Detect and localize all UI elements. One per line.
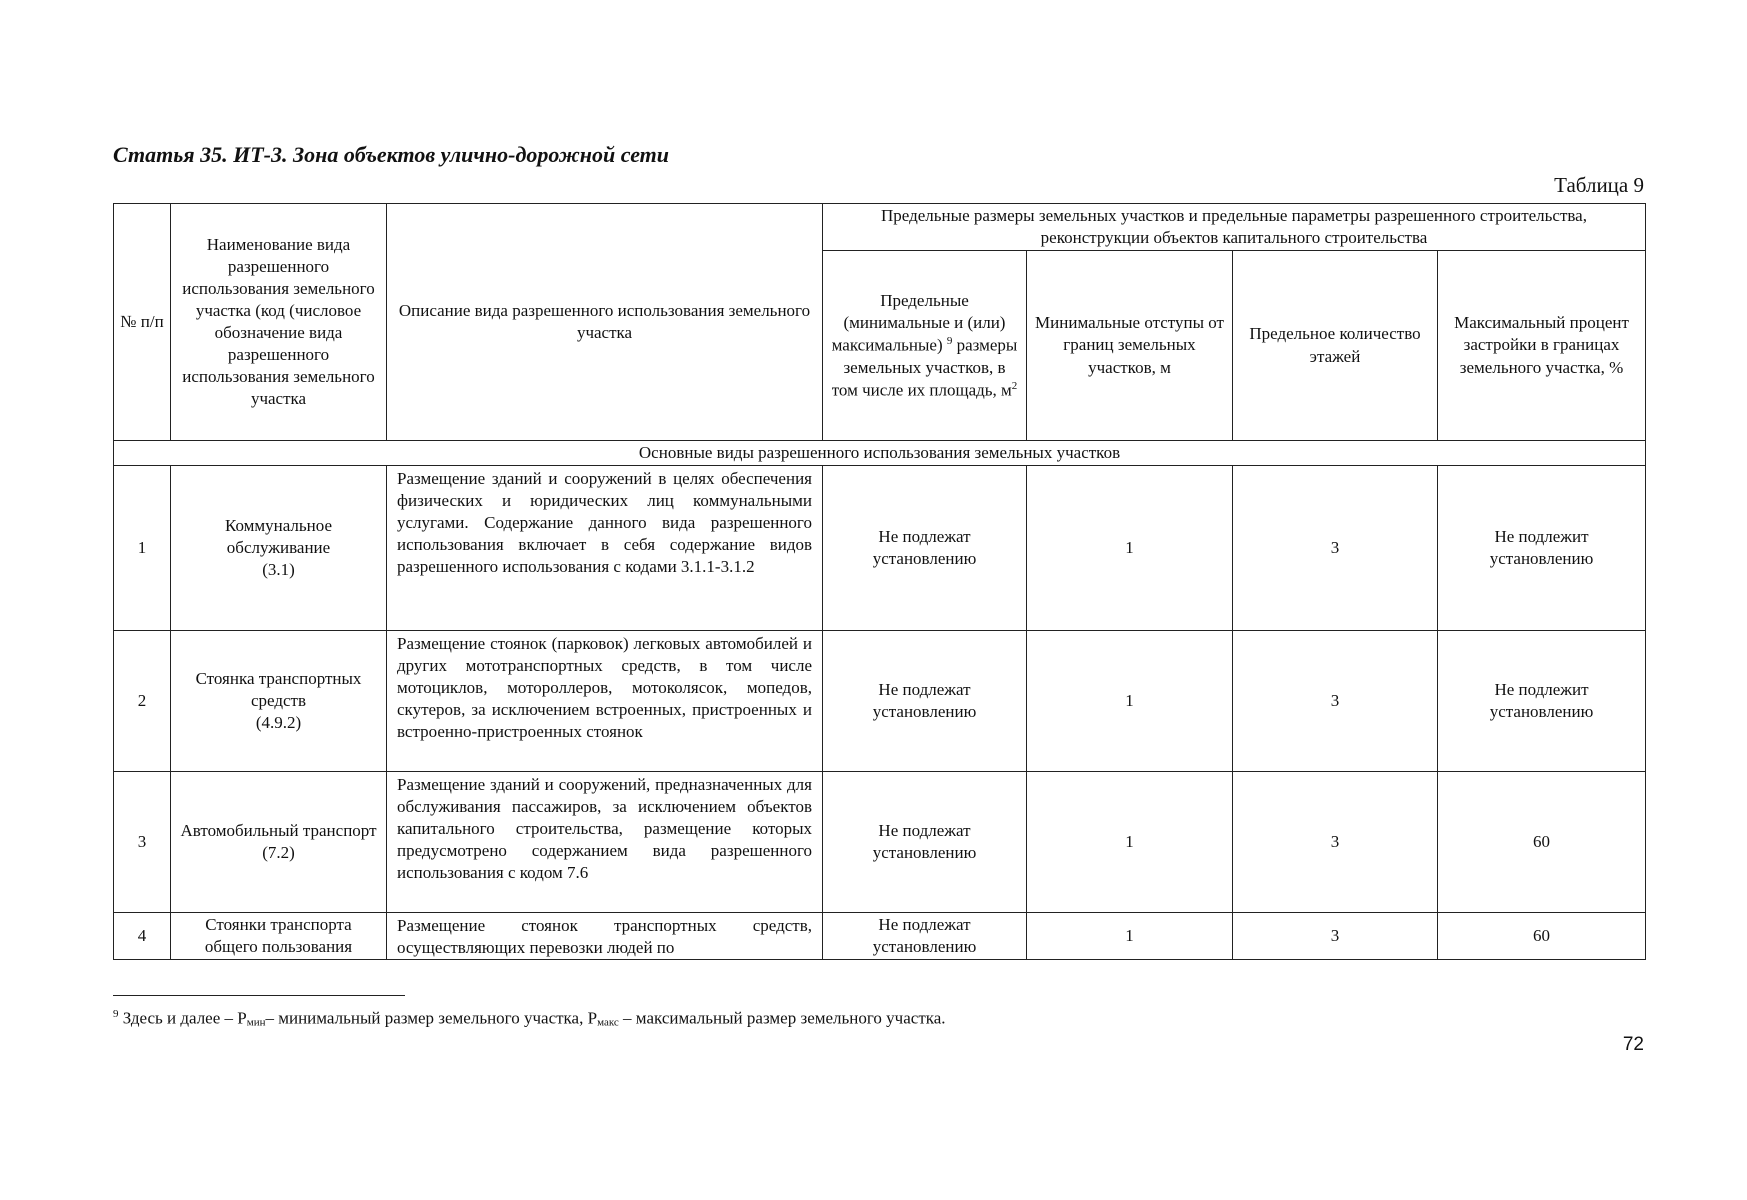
footnote-ref: 9 [946,334,953,347]
row-floors: 3 [1233,466,1438,631]
footnote [113,1008,946,1029]
row-floors: 3 [1233,631,1438,772]
row-coverage: Не подлежит установлению [1438,631,1646,772]
row-name-text: Коммунальное обслуживание [224,515,333,557]
row-floors: 3 [1233,913,1438,960]
row-coverage: 60 [1438,772,1646,913]
footnote-text-3: – максимальный размер земельного участка. [618,1008,946,1028]
row-num: 4 [114,913,171,960]
row-size: Не подлежат установлению [823,772,1027,913]
header-size-limits-unit-sup: 2 [1011,379,1018,392]
footnote-text-1: Здесь и далее – P [118,1008,247,1028]
section-title: Основные виды разрешенного использования земельных участков [114,441,1646,466]
row-name: Стоянки транспорта общего пользования [171,913,387,960]
row-description: Размещение стоянок транспортных средств, осуществляющих перевозки людей по [387,913,823,960]
row-setback: 1 [1027,913,1233,960]
row-size: Не подлежат установлению [823,913,1027,960]
footnote-separator [113,995,405,996]
header-max-coverage: Максимальный процент застройки в границах земельного участка, % [1438,251,1646,441]
header-limits-group: Предельные размеры земельных участков и предельные параметры разрешенного строительства, реконструкции объектов капитального строительства [823,204,1646,251]
row-name-text: Стоянка транспортных средств [195,668,362,710]
table-label: Таблица 9 [1554,173,1644,197]
table-row [114,466,1646,631]
row-num: 3 [114,772,171,913]
row-size: Не подлежат установлению [823,631,1027,772]
row-name [171,631,387,772]
header-min-setback: Минимальные отступы от границ земельных участков, м [1027,251,1233,441]
table-row [114,631,1646,772]
header-max-floors: Предельное количество этажей [1233,251,1438,441]
header-row-1 [114,204,1646,251]
header-size-limits [823,251,1027,441]
row-coverage: 60 [1438,913,1646,960]
footnote-marker: 9 [113,1008,119,1020]
row-description: Размещение стоянок (парковок) легковых автомобилей и других мототранспортных средств, в том числе мотоциклов, мотороллеров, мотоколясок, мопедов, скутеров, за исключением встроенных, пристроенных и встроенно-пристроенных стоянок [387,631,823,772]
row-code: (4.9.2) [255,713,302,733]
footnote-sub-min: мин [246,1016,266,1029]
row-description: Размещение зданий и сооружений в целях обеспечения физических и юридических лиц коммунальными услугами. Содержание данного вида разрешенного использования включает в себя содержание видов разрешенного использования с кодами 3.1.1-3.1.2 [387,466,823,631]
section-row [114,441,1646,466]
row-description: Размещение зданий и сооружений, предназначенных для обслуживания пассажиров, за исключением объектов капитального строительства, размещение которых предусмотрено содержанием вида разрешенного использования с кодом 7.6 [387,772,823,913]
row-num: 1 [114,466,171,631]
row-num: 2 [114,631,171,772]
row-size: Не подлежат установлению [823,466,1027,631]
row-code: (3.1) [262,560,295,580]
footnote-sub-max: макс [597,1016,619,1029]
zoning-table [113,203,1646,960]
article-title: Статья 35. ИТ-3. Зона объектов улично-дорожной сети [113,142,670,167]
header-num: № п/п [114,204,171,441]
header-size-limits-tail: размеры земельных участков, в том числе их площадь, м [831,335,1018,400]
page-number: 72 [1622,1034,1644,1055]
header-size-limits-text: Предельные (минимальные и (или) максимальные) [831,290,1006,355]
header-name: Наименование вида разрешенного использования земельного участка (код (числовое обозначение вида разрешенного использования земельного участка [171,204,387,441]
row-coverage: Не подлежит установлению [1438,466,1646,631]
footnote-text-2: – минимальный размер земельного участка, P [265,1008,598,1028]
table-row [114,913,1646,960]
row-setback: 1 [1027,772,1233,913]
row-code: (7.2) [262,843,295,862]
header-description: Описание вида разрешенного использования земельного участка [387,204,823,441]
row-setback: 1 [1027,631,1233,772]
table-row [114,772,1646,913]
row-name [171,466,387,631]
row-name [171,772,387,913]
row-floors: 3 [1233,772,1438,913]
row-setback: 1 [1027,466,1233,631]
row-name-text: Автомобильный транспорт [180,820,377,840]
